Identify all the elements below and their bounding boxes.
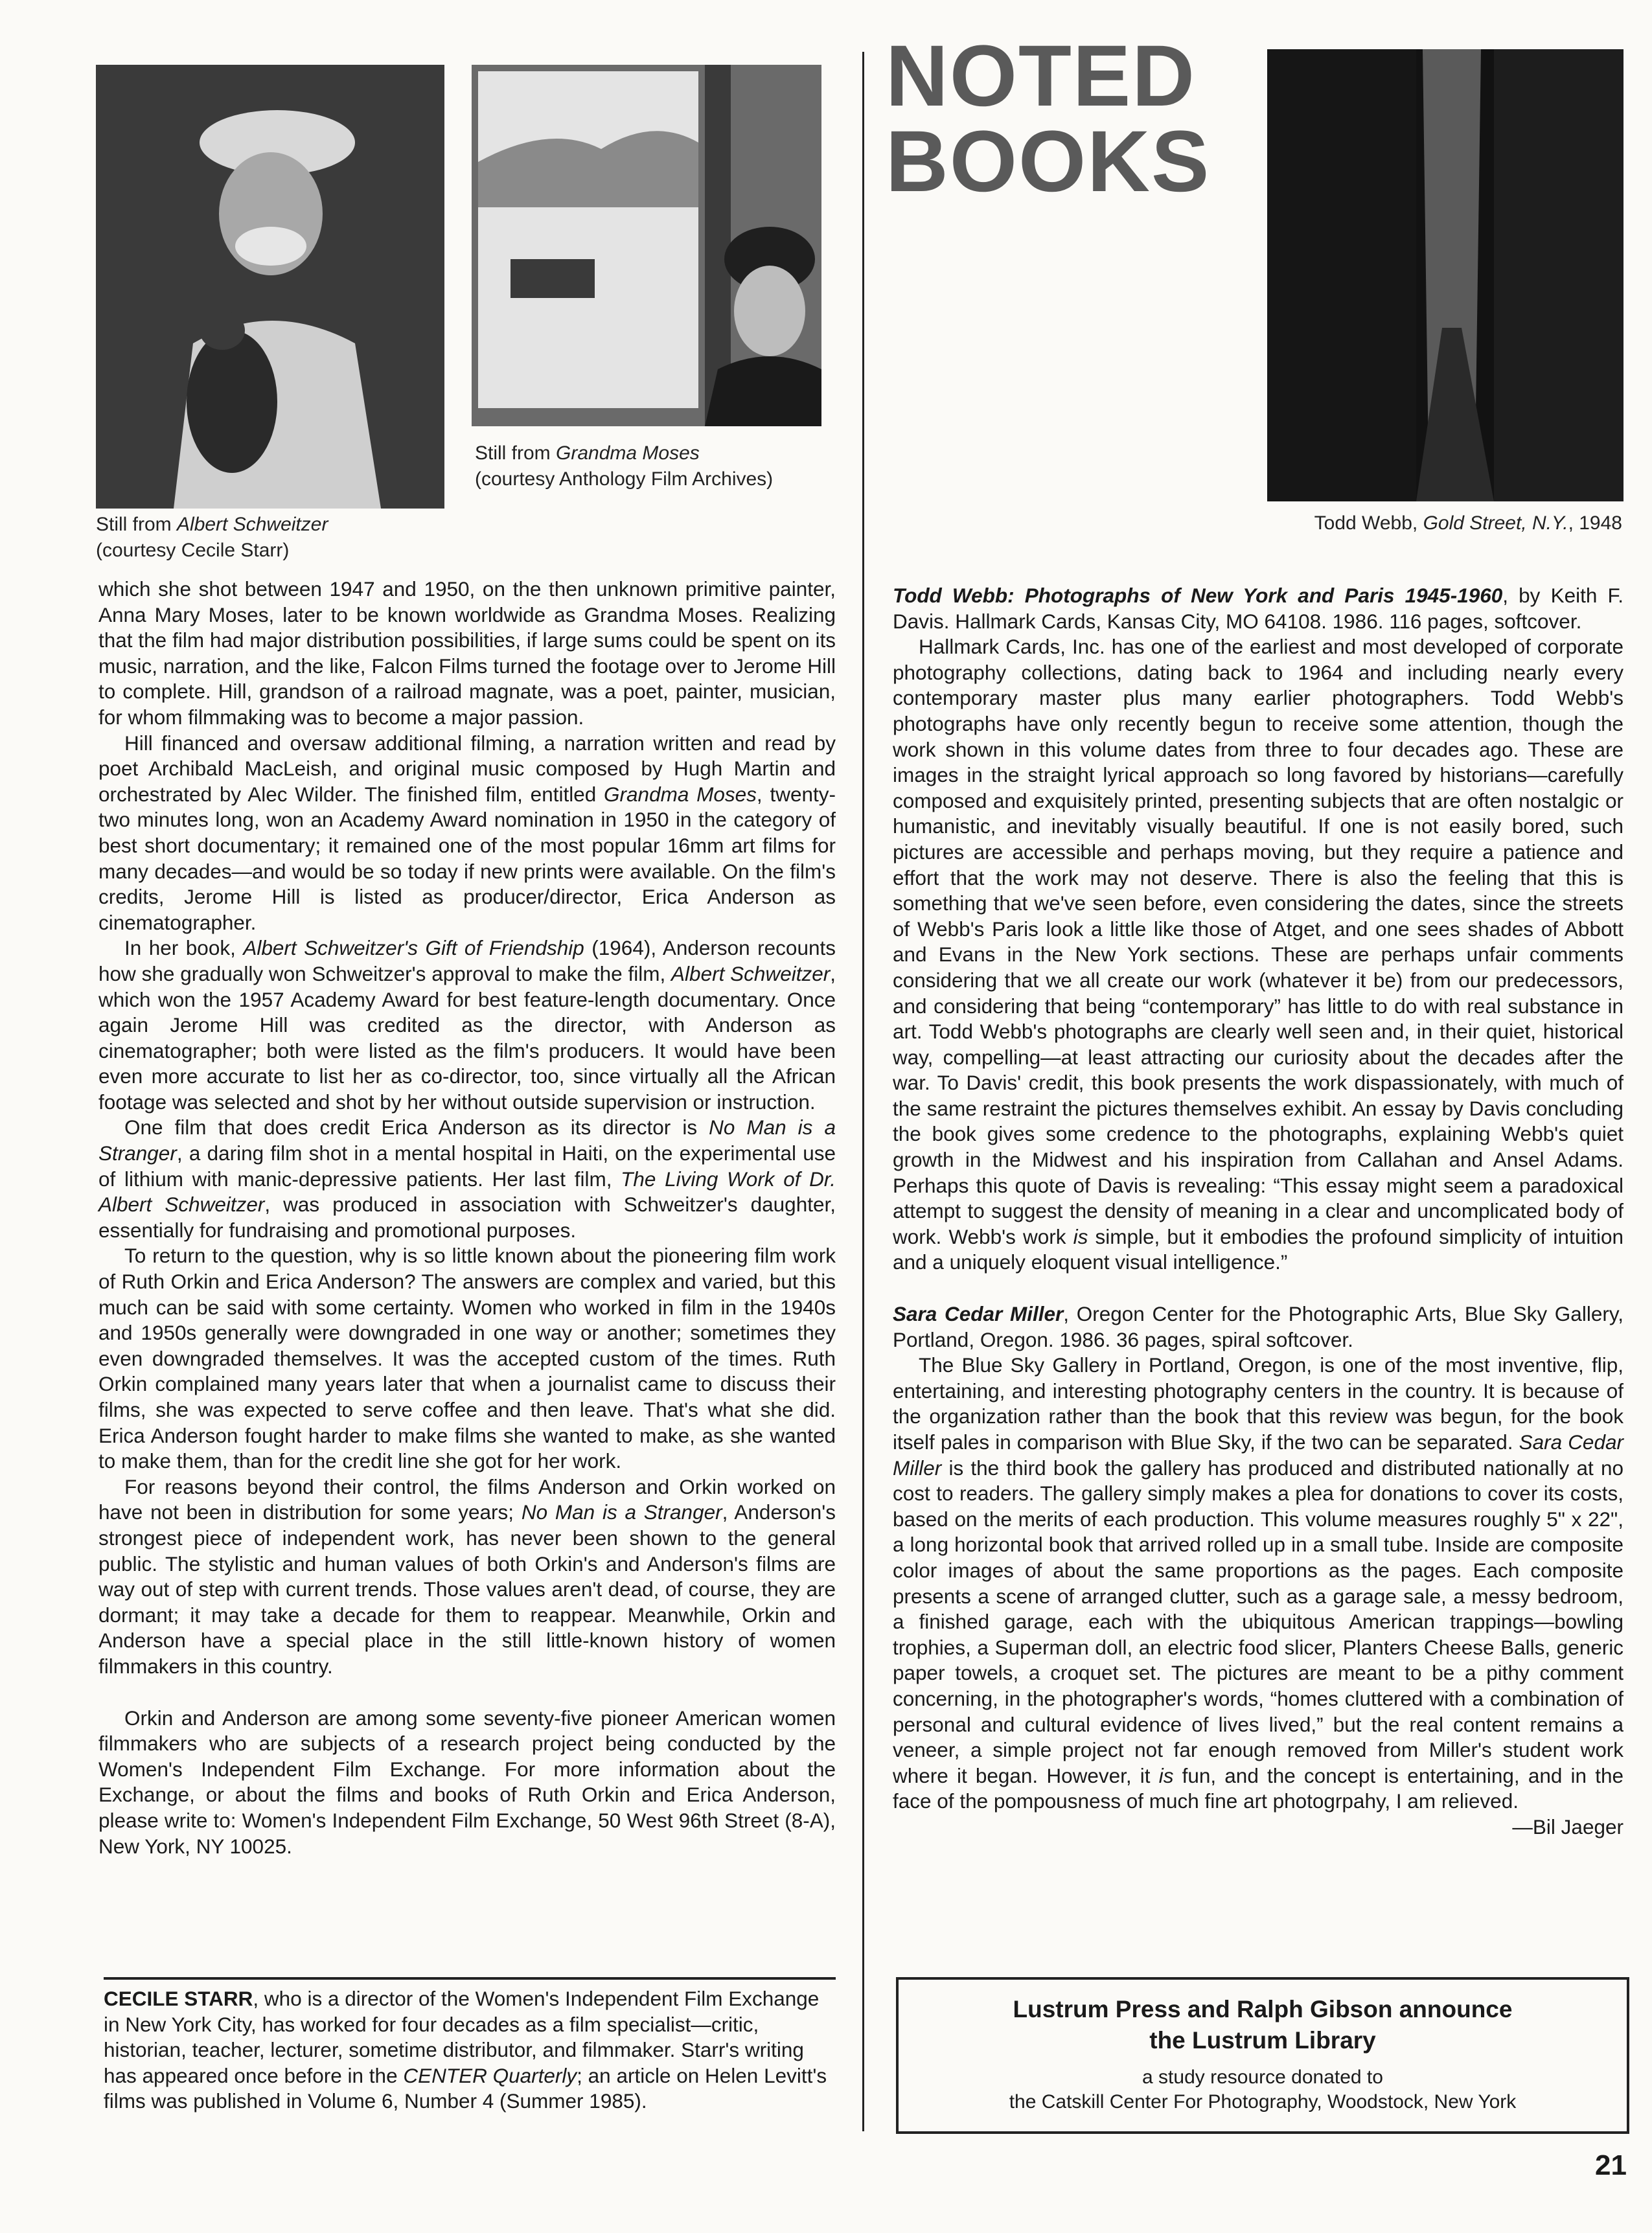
review-signature: —Bil Jaeger <box>1512 1815 1623 1838</box>
paragraph: In her book, Albert Schweitzer's Gift of Friendship (1964), Anderson recounts how she gradually won Schweitzer's approval to make the film, Albert Schweitzer, which won the 1957 Academy Award for best feature-length documentary. Once again Jerome Hill was credited as the director, with Anderson as cinematographer; both were listed as the film's producers. It would have been even more accurate to list her as co-director, too, since virtually all the African footage was selected and shot by her without outside supervision or instruction. <box>98 936 836 1114</box>
paragraph: which she shot between 1947 and 1950, on the then unknown primitive painter, Anna Mary Moses, later to be known worldwide as Grandma Moses. Realizing that the film had major distribution possibilities, if large sums could be spent on its music, narration, and the like, Falcon Films turned the footage over to Jerome Hill to complete. Hill, grandson of a railroad magnate, was a poet, painter, musician, for whom filmmaking was to become a major passion. <box>98 577 836 729</box>
review-webb-biblio: Todd Webb: Photographs of New York and Paris 1945-1960, by Keith F. Davis. Hallmark Cards, Kansas City, MO 64108. 1986. 116 pages, softcover. <box>893 584 1624 633</box>
caption-gold-street: Todd Webb, Gold Street, N.Y., 1948 <box>1314 512 1622 534</box>
section-title-line1: NOTED <box>886 28 1196 124</box>
photo-gold-street <box>1267 49 1623 501</box>
caption-grandma-moses: Still from Grandma Moses (courtesy Anthology Film Archives) <box>475 442 774 490</box>
paragraph: One film that does credit Erica Anderson as its director is No Man is a Stranger, a daring film shot in a mental hospital in Haiti, on the experimental use of lithium with manic-depressive patients. Her last film, The Living Work of Dr. Albert Schweitzer, was produced in association with Schweitzer's daughter, essentially for fundraising and promotional purposes. <box>98 1116 836 1242</box>
left-column-article <box>98 577 836 1859</box>
right-column-reviews <box>893 583 1623 1840</box>
photo-grandma-moses <box>472 65 821 426</box>
paragraph: To return to the question, why is so little known about the pioneering film work of Ruth Orkin and Erica Anderson? The answers are complex and varied, but this much can be said with some certainty. Women who worked in film in the 1940s and 1950s generally were downgraded in one way or another; sometimes they even downgraded themselves. It was the accepted custom of the times. Ruth Orkin complained many years later that when a journalist came to discuss their films, she was expected to serve coffee and then leave. That's what she did. Erica Anderson fought harder to make films she wanted to make, as she wanted to make them, than for the credit line she got for her work. <box>98 1244 836 1473</box>
page-number: 21 <box>1595 2149 1627 2181</box>
paragraph: For reasons beyond their control, the films Anderson and Orkin worked on have not been in distribution for some years; No Man is a Stranger, Anderson's strongest piece of independent work, has never been shown to the general public. The stylistic and human values of both Orkin's and Anderson's films are way out of step with current trends. Those values aren't dead, of course, they are dormant; it may take a decade for them to reappear. Meanwhile, Orkin and Anderson have a special place in the still little-known history of women filmmakers in this country. <box>98 1474 836 1678</box>
photo-albert-schweitzer <box>96 65 444 509</box>
caption-albert-schweitzer: Still from Albert Schweitzer (courtesy Cecile Starr) <box>96 514 328 561</box>
announcement-headline: Lustrum Press and Ralph Gibson announce the Lustrum Library <box>1013 1996 1513 2054</box>
review-miller-biblio: Sara Cedar Miller, Oregon Center for the Photographic Arts, Blue Sky Gallery, Portland, Oregon. 1986. 36 pages, spiral softcover. <box>893 1302 1623 1351</box>
review-miller-body: The Blue Sky Gallery in Portland, Oregon, is one of the most inventive, flip, entertaining, and interesting photography centers in the country. It is because of the organization rather than the book that this review was begun, for the book itself pales in comparison with Blue Sky, if the two can be separated. Sara Cedar Miller is the third book the gallery has produced and distributed nationally at no cost to readers. The gallery simply makes a plea for donations to cover its costs, based on the merits of each production. This volume measures roughly 5" x 22", a long horizontal book that arrived rolled up in a small tube. Inside are composite color images of about the same proportions as the pages. Each composite presents a scene of arranged clutter, such as a garage sale, a messy bedroom, a finished garage, each with the ubiquitous American trappings—bowling trophies, a Superman doll, an electric food slicer, Planters Cheese Balls, generic paper towels, a croquet set. The pictures are meant to be a pithy comment concerning, in the photographer's words, “homes cluttered with a combination of personal and cultural evidence of lives lived,” but the real content remains a veneer, a simple project not far enough removed from Miller's student work where it began. However, it is fun, and the concept is entertaining, and in the face of the pompousness of much fine art photogrpahy, I am relieved. <box>893 1353 1623 1813</box>
paragraph: Orkin and Anderson are among some seventy-five pioneer American women filmmakers who are subjects of a research project being conducted by the Women's Independent Film Exchange. For more information about the Exchange, or about the films and books of Ruth Orkin and Erica Anderson, please write to: Women's Independent Film Exchange, 50 West 96th Street (8-A), New York, NY 10025. <box>98 1706 836 1858</box>
section-title-line2: BOOKS <box>886 113 1211 210</box>
paragraph: Hill financed and oversaw additional filming, a narration written and read by poet Archibald MacLeish, and original music composed by Hugh Martin and orchestrated by Alec Wilder. The finished film, entitled Grandma Moses, twenty-two minutes long, won an Academy Award nomination in 1950 in the category of best short documentary; it remained one of the most popular 16mm art films for many decades—and would be so today if new prints were available. On the film's credits, Jerome Hill is listed as producer/director, Erica Anderson as cinematographer. <box>98 731 836 934</box>
author-bio: CECILE STARR, who is a director of the Women's Independent Film Exchange in New York City, has worked for four decades as a film specialist—critic, historian, teacher, lecturer, sometime distributor, and filmmaker. Starr's writing has appeared once before in the CENTER Quarterly; an article on Helen Levitt's films was published in Volume 6, Number 4 (Summer 1985). <box>104 1977 836 2114</box>
announcement-box <box>896 1977 1629 2134</box>
announcement-subtext: a study resource donated to the Catskill Center For Photography, Woodstock, New York <box>1009 2067 1517 2113</box>
section-title <box>886 28 1211 210</box>
review-webb-body: Hallmark Cards, Inc. has one of the earliest and most developed of corporate photography collections, dating back to 1964 and including nearly every contemporary master plus many earlier photographers. Todd Webb's photographs have only recently begun to receive some attention, though the work shown in this volume dates from three to four decades ago. These are images in the straight lyrical approach so long favored by historians—carefully composed and exquisitely printed, presenting subjects that are often nostalgic or humanistic, and inevitably visually beautiful. If one is not easily bored, such pictures are accessible and perhaps moving, but they require a patience and effort that the work may not deserve. There is also the feeling that this is something that we've seen before, even considering the dates, since the streets of Webb's Paris look a little like those of Atget, and one sees shades of Abbott and Evans in the New York sections. These are perhaps unfair comments considering that we all create our work (whatever it be) from our predecessors, and considering that being “contemporary” has little to do with real substance in art. Todd Webb's photographs are clearly well seen and, in their quiet, historical way, compelling—at least attracting our curiosity about the decades after the war. To Davis' credit, this book presents the work dispassionately, with much of the same restraint the pictures themselves exhibit. An essay by Davis concluding the book gives some credence to the photographs, explaining Webb's quiet growth in the Midwest and his inspiration from Callahan and Ansel Adams. Perhaps this quote of Davis is revealing: “This essay might seem a paradoxical attempt to suggest the density of meaning in a clear and uncomplicated body of work. Webb's work is simple, but it embodies the profound simplicity of intuition and a uniquely eloquent visual intelligence.” <box>893 635 1623 1274</box>
column-divider <box>862 52 864 2131</box>
